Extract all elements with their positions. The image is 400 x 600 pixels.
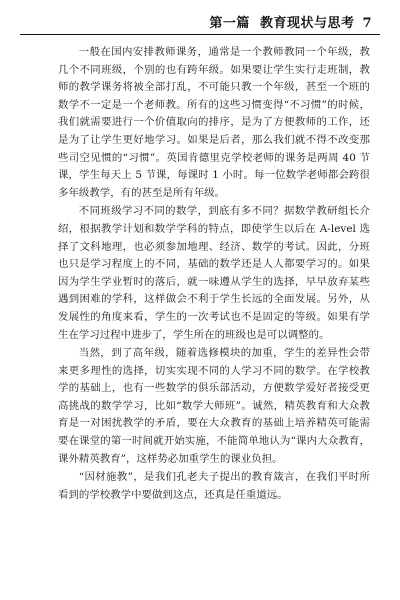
paragraph-3: 当然，到了高年级，随着选修模块的加重，学生的差异性会带来更多理性的选择，切实实现不同的人学习不同的数学。在学校教学的基础上，也有一些数学的俱乐部活动，方便数学爱好者接受更高挑战的数学学习，比如“数学大师班”。诚然，精英教育和大众教育是一对困扰教学的矛盾，要在大众教育的基础上培养精英可能需要在课堂的第一时间就开始实施，不能简单地认为“课内大众教育，课外精英教育”，这样势必加重学生的课业负担。 <box>58 347 370 465</box>
header-part: 第一篇 <box>209 16 250 31</box>
header-rule <box>20 34 380 35</box>
paragraph-2: 不同班级学习不同的数学，到底有多不同？据数学教研组长介绍，根据教学计划和数学学科的特点，即使学生以后在 A-level 选择了文科地理，也必须参加地理、经济、数学的考试。因此，分班也只是学习程度上的不同，基础的数学还是人人都要学习的。如果因为学生学业暂时的落后，就一味遵从学生的选择，早早放弃某些遇到困难的学科，这样做会不利于学生长远的全面发展。另外，从发展性的角度来看，学生的一次考试也不是固定的等级。如果有学生在学习过程中进步了，学生所在的班级也是可以调整的。 <box>58 205 370 341</box>
running-header <box>209 12 372 31</box>
paragraph-4: “因材施教”，是我们孔老夫子提出的教育箴言，在我们平时所看到的学校教学中要做到这点，还真是任重道远。 <box>58 471 370 501</box>
header-title: 教育现状与思考 <box>259 16 355 31</box>
body-text <box>58 44 370 505</box>
paragraph-1: 一般在国内安排教师课务，通常是一个教师教同一个年级，教几个不同班级，个别的也有跨年级。如果要让学生实行走班制，教师的教学课务将被全部打乱，不可能只教一个年级，甚至一个班的数学不一定是一个老师教。所有的这些习惯变得“不习惯”的时候，我们就需要进行一个价值取向的排序，是为了方便教师的工作，还是为了让学生更好地学习。如果是后者，那么我们就不得不改变那些司空见惯的“习惯”。英国肯德里克学校老师的课务是两周 40 节课，学生每天上 5 节课，每课时 1 小时。每一位数学老师都会跨很多年级教学，有的甚至是所有年级。 <box>58 46 370 199</box>
page-number: 7 <box>362 16 372 31</box>
